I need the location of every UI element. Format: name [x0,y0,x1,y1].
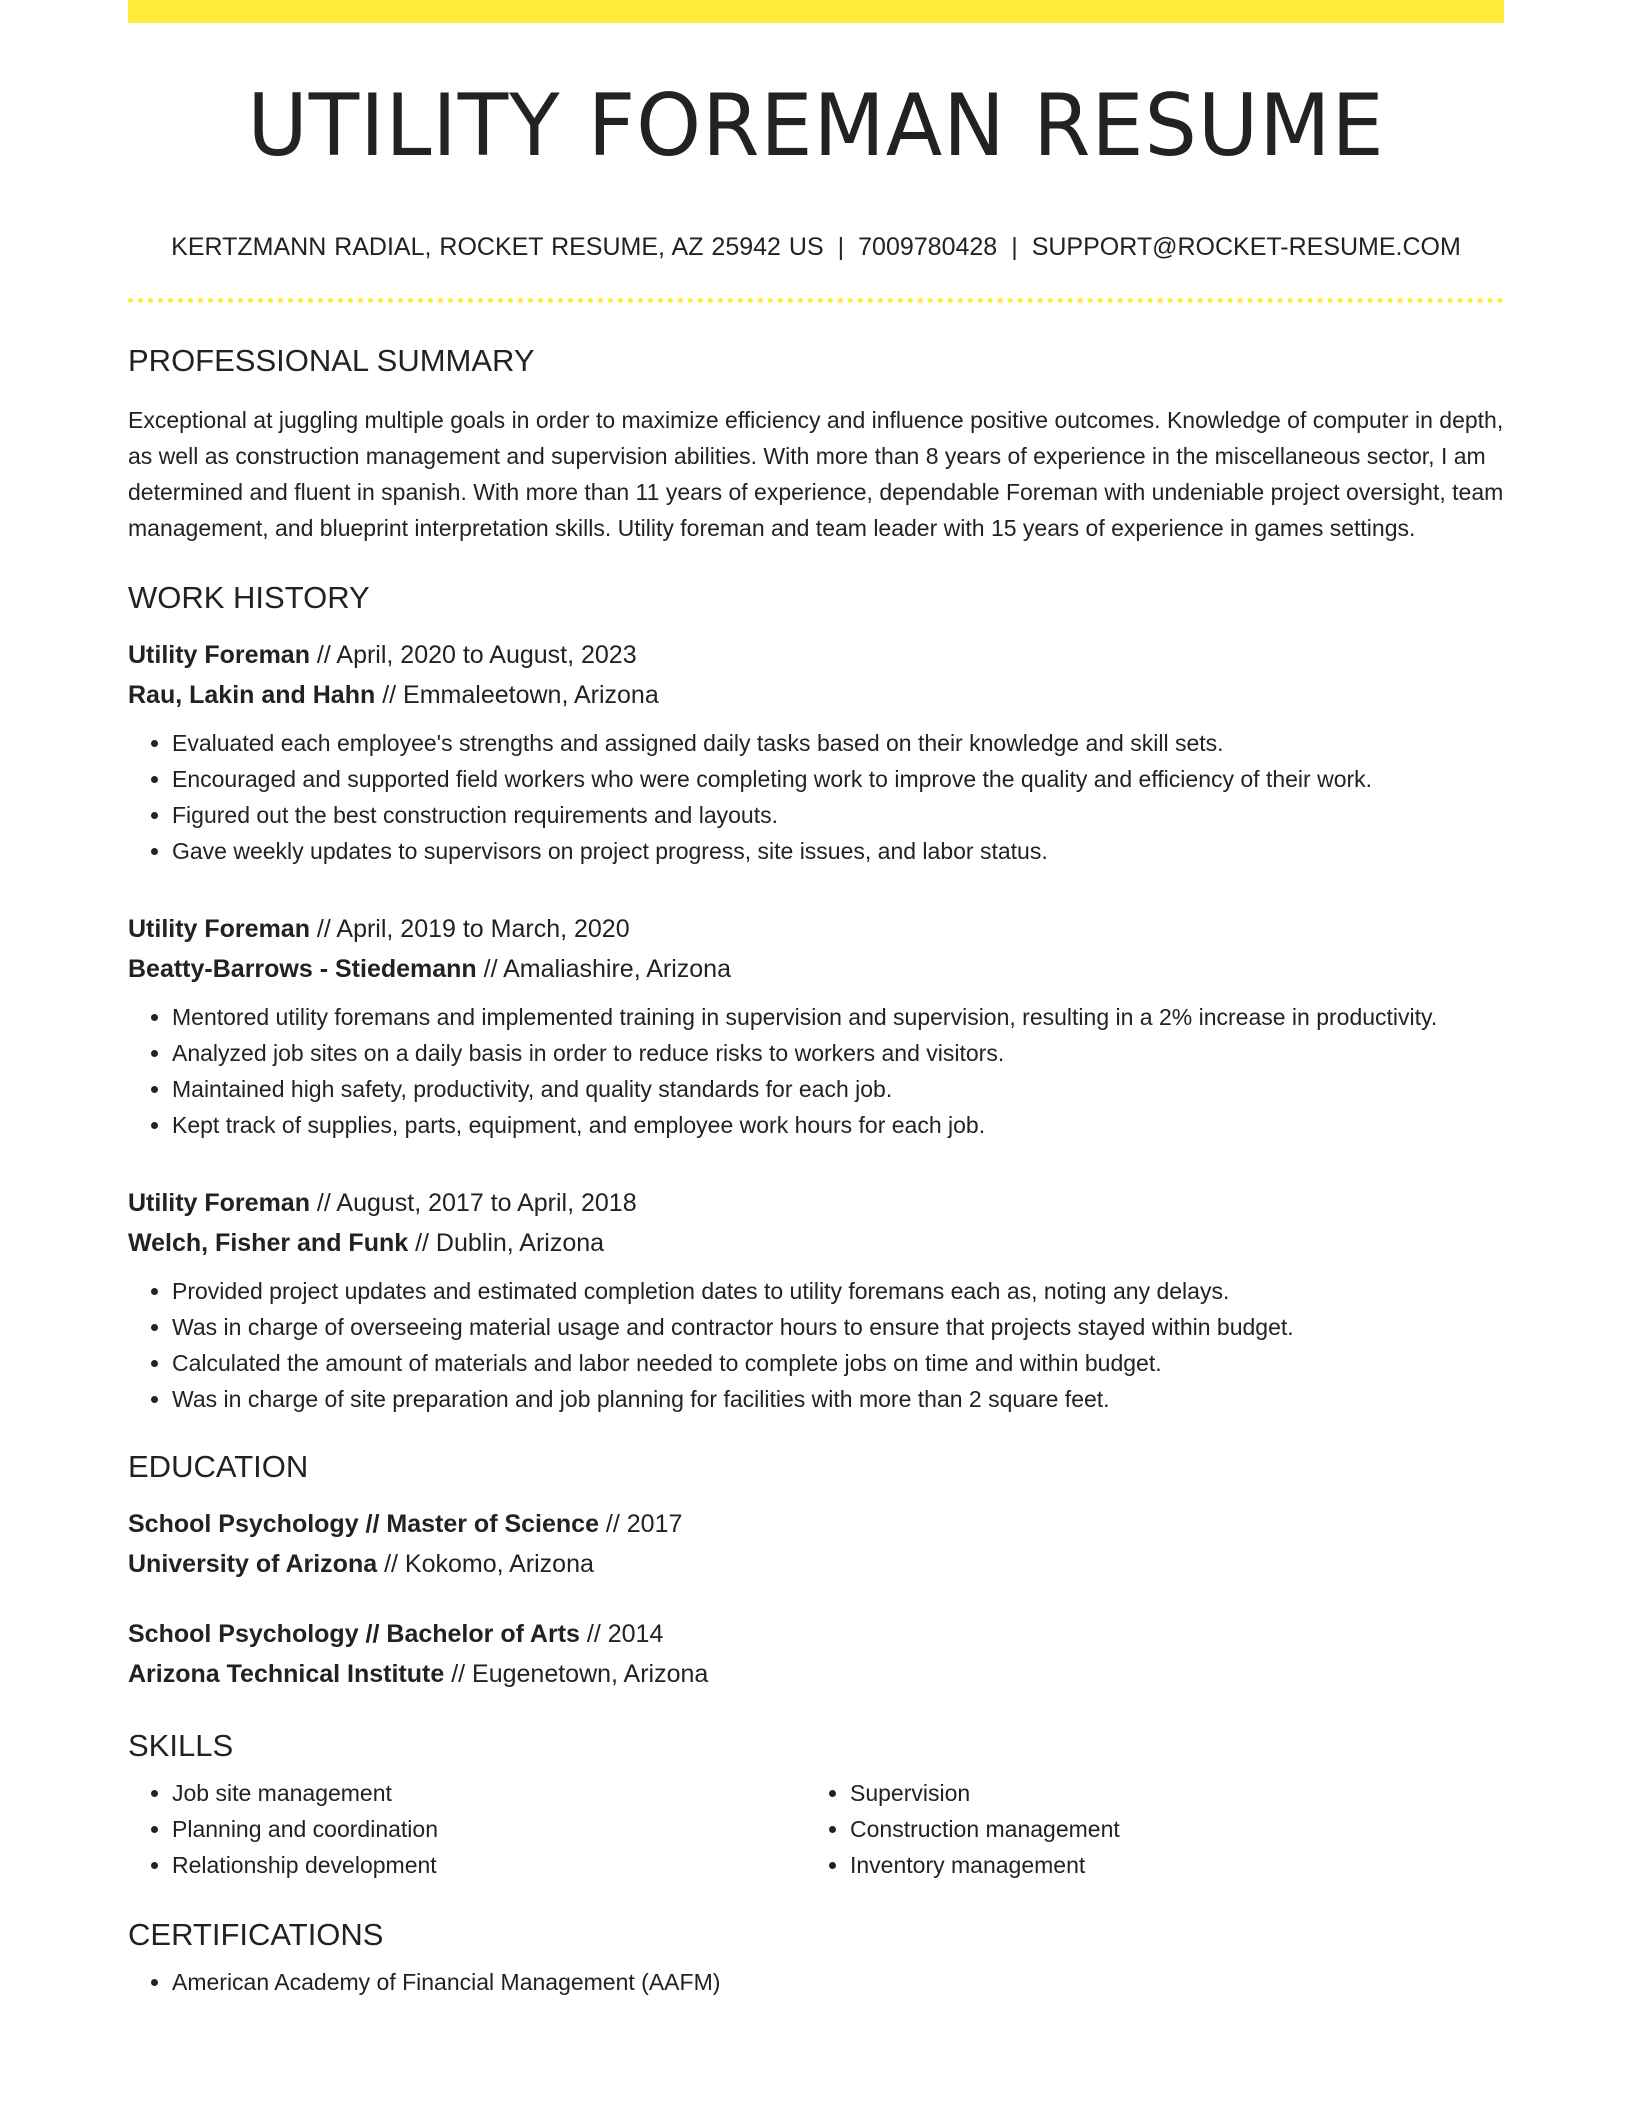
education-school-line [128,1654,1504,1694]
list-item: • Supervision [850,1775,1484,1811]
education-location: // Eugenetown, Arizona [444,1660,709,1688]
education-school-line [128,1544,1504,1584]
job-dates: // April, 2019 to March, 2020 [309,915,630,943]
list-item: • Analyzed job sites on a daily basis in order to reduce risks to workers and visitors. [172,1035,1504,1071]
summary-text: Exceptional at juggling multiple goals in order to maximize efficiency and influence positive outcomes. Knowledge of computer in depth, as well as construction management and supervision abilities. With more than 8 years of experience in the miscellaneous sector, I am determined and fluent in spanish. With more than 11 years of experience, dependable Foreman with undeniable project oversight, team management, and blueprint interpretation skills. Utility foreman and team leader with 15 years of experience in games settings. [128,407,1504,541]
list-item: • Kept track of supplies, parts, equipment, and employee work hours for each job. [172,1107,1504,1143]
list-item: • Maintained high safety, productivity, and quality standards for each job. [172,1071,1504,1107]
education-year: // 2014 [579,1620,664,1648]
education-entry [128,1614,1504,1694]
job-location: // Emmaleetown, Arizona [375,681,659,709]
accent-bar [128,0,1504,23]
skills-column-right [806,1775,1484,1883]
list-item: • Figured out the best construction requirements and layouts. [172,797,1504,833]
job-title: Utility Foreman [128,641,310,669]
education-degree-line [128,1504,1504,1544]
list-item: • Evaluated each employee's strengths and assigned daily tasks based on their knowledge and skill sets. [172,725,1504,761]
contact-separator: | [1011,233,1018,261]
education-degree: School Psychology // Master of Science [128,1510,599,1538]
contact-address: KERTZMANN RADIAL, ROCKET RESUME, AZ 25942 US [171,233,824,261]
job-bullets [128,1273,1504,1417]
certifications-list [128,1964,1504,2000]
contact-line [128,233,1504,262]
list-item: • Mentored utility foremans and implemented training in supervision and supervision, resulting in a 2% increase in productivity. [172,999,1504,1035]
job-company-line [128,1223,1504,1263]
job-company: Welch, Fisher and Funk [128,1229,409,1257]
job-entry [128,1183,1504,1417]
education-school: Arizona Technical Institute [128,1660,445,1688]
list-item: • Planning and coordination [172,1811,806,1847]
job-entry [128,635,1504,869]
resume-title: UTILITY FOREMAN RESUME [247,76,1385,176]
contact-phone: 7009780428 [858,233,998,261]
education-location: // Kokomo, Arizona [377,1550,594,1578]
list-item: • Gave weekly updates to supervisors on project progress, site issues, and labor status. [172,833,1504,869]
list-item: • Construction management [850,1811,1484,1847]
job-dates: // April, 2020 to August, 2023 [309,641,637,669]
skills-grid [128,1775,1504,1883]
skills-heading: SKILLS [128,1728,234,1763]
job-title: Utility Foreman [128,915,310,943]
job-title-line [128,1183,1504,1223]
list-item: • American Academy of Financial Management (AAFM) [172,1964,1504,2000]
job-title-line [128,909,1504,949]
job-company: Beatty-Barrows - Stiedemann [128,955,477,983]
education-degree-line [128,1614,1504,1654]
list-item: • Job site management [172,1775,806,1811]
job-company-line [128,949,1504,989]
job-location: // Amaliashire, Arizona [476,955,731,983]
dotted-divider [128,298,1504,303]
job-bullets [128,999,1504,1143]
job-entry [128,909,1504,1143]
job-dates: // August, 2017 to April, 2018 [309,1189,637,1217]
list-item: • Calculated the amount of materials and labor needed to complete jobs on time and within budget. [172,1345,1504,1381]
work-history-heading: WORK HISTORY [128,580,370,615]
list-item: • Provided project updates and estimated completion dates to utility foremans each as, noting any delays. [172,1273,1504,1309]
contact-email: SUPPORT@ROCKET-RESUME.COM [1031,233,1461,261]
resume-page [128,0,1504,2000]
education-school: University of Arizona [128,1550,378,1578]
education-heading: EDUCATION [128,1449,309,1484]
education-year: // 2017 [598,1510,683,1538]
summary-heading: PROFESSIONAL SUMMARY [128,343,535,378]
list-item: • Was in charge of overseeing material usage and contractor hours to ensure that projects stayed within budget. [172,1309,1504,1345]
job-company: Rau, Lakin and Hahn [128,681,376,709]
job-title: Utility Foreman [128,1189,310,1217]
list-item: • Encouraged and supported field workers who were completing work to improve the quality and efficiency of their work. [172,761,1504,797]
education-entry [128,1504,1504,1584]
list-item: • Relationship development [172,1847,806,1883]
certifications-heading: CERTIFICATIONS [128,1917,384,1952]
job-location: // Dublin, Arizona [408,1229,605,1257]
contact-separator: | [837,233,845,261]
job-bullets [128,725,1504,869]
job-company-line [128,675,1504,715]
job-title-line [128,635,1504,675]
education-degree: School Psychology // Bachelor of Arts [128,1620,580,1648]
list-item: • Inventory management [850,1847,1484,1883]
skills-column-left [128,1775,806,1883]
list-item: • Was in charge of site preparation and job planning for facilities with more than 2 square feet. [172,1381,1504,1417]
